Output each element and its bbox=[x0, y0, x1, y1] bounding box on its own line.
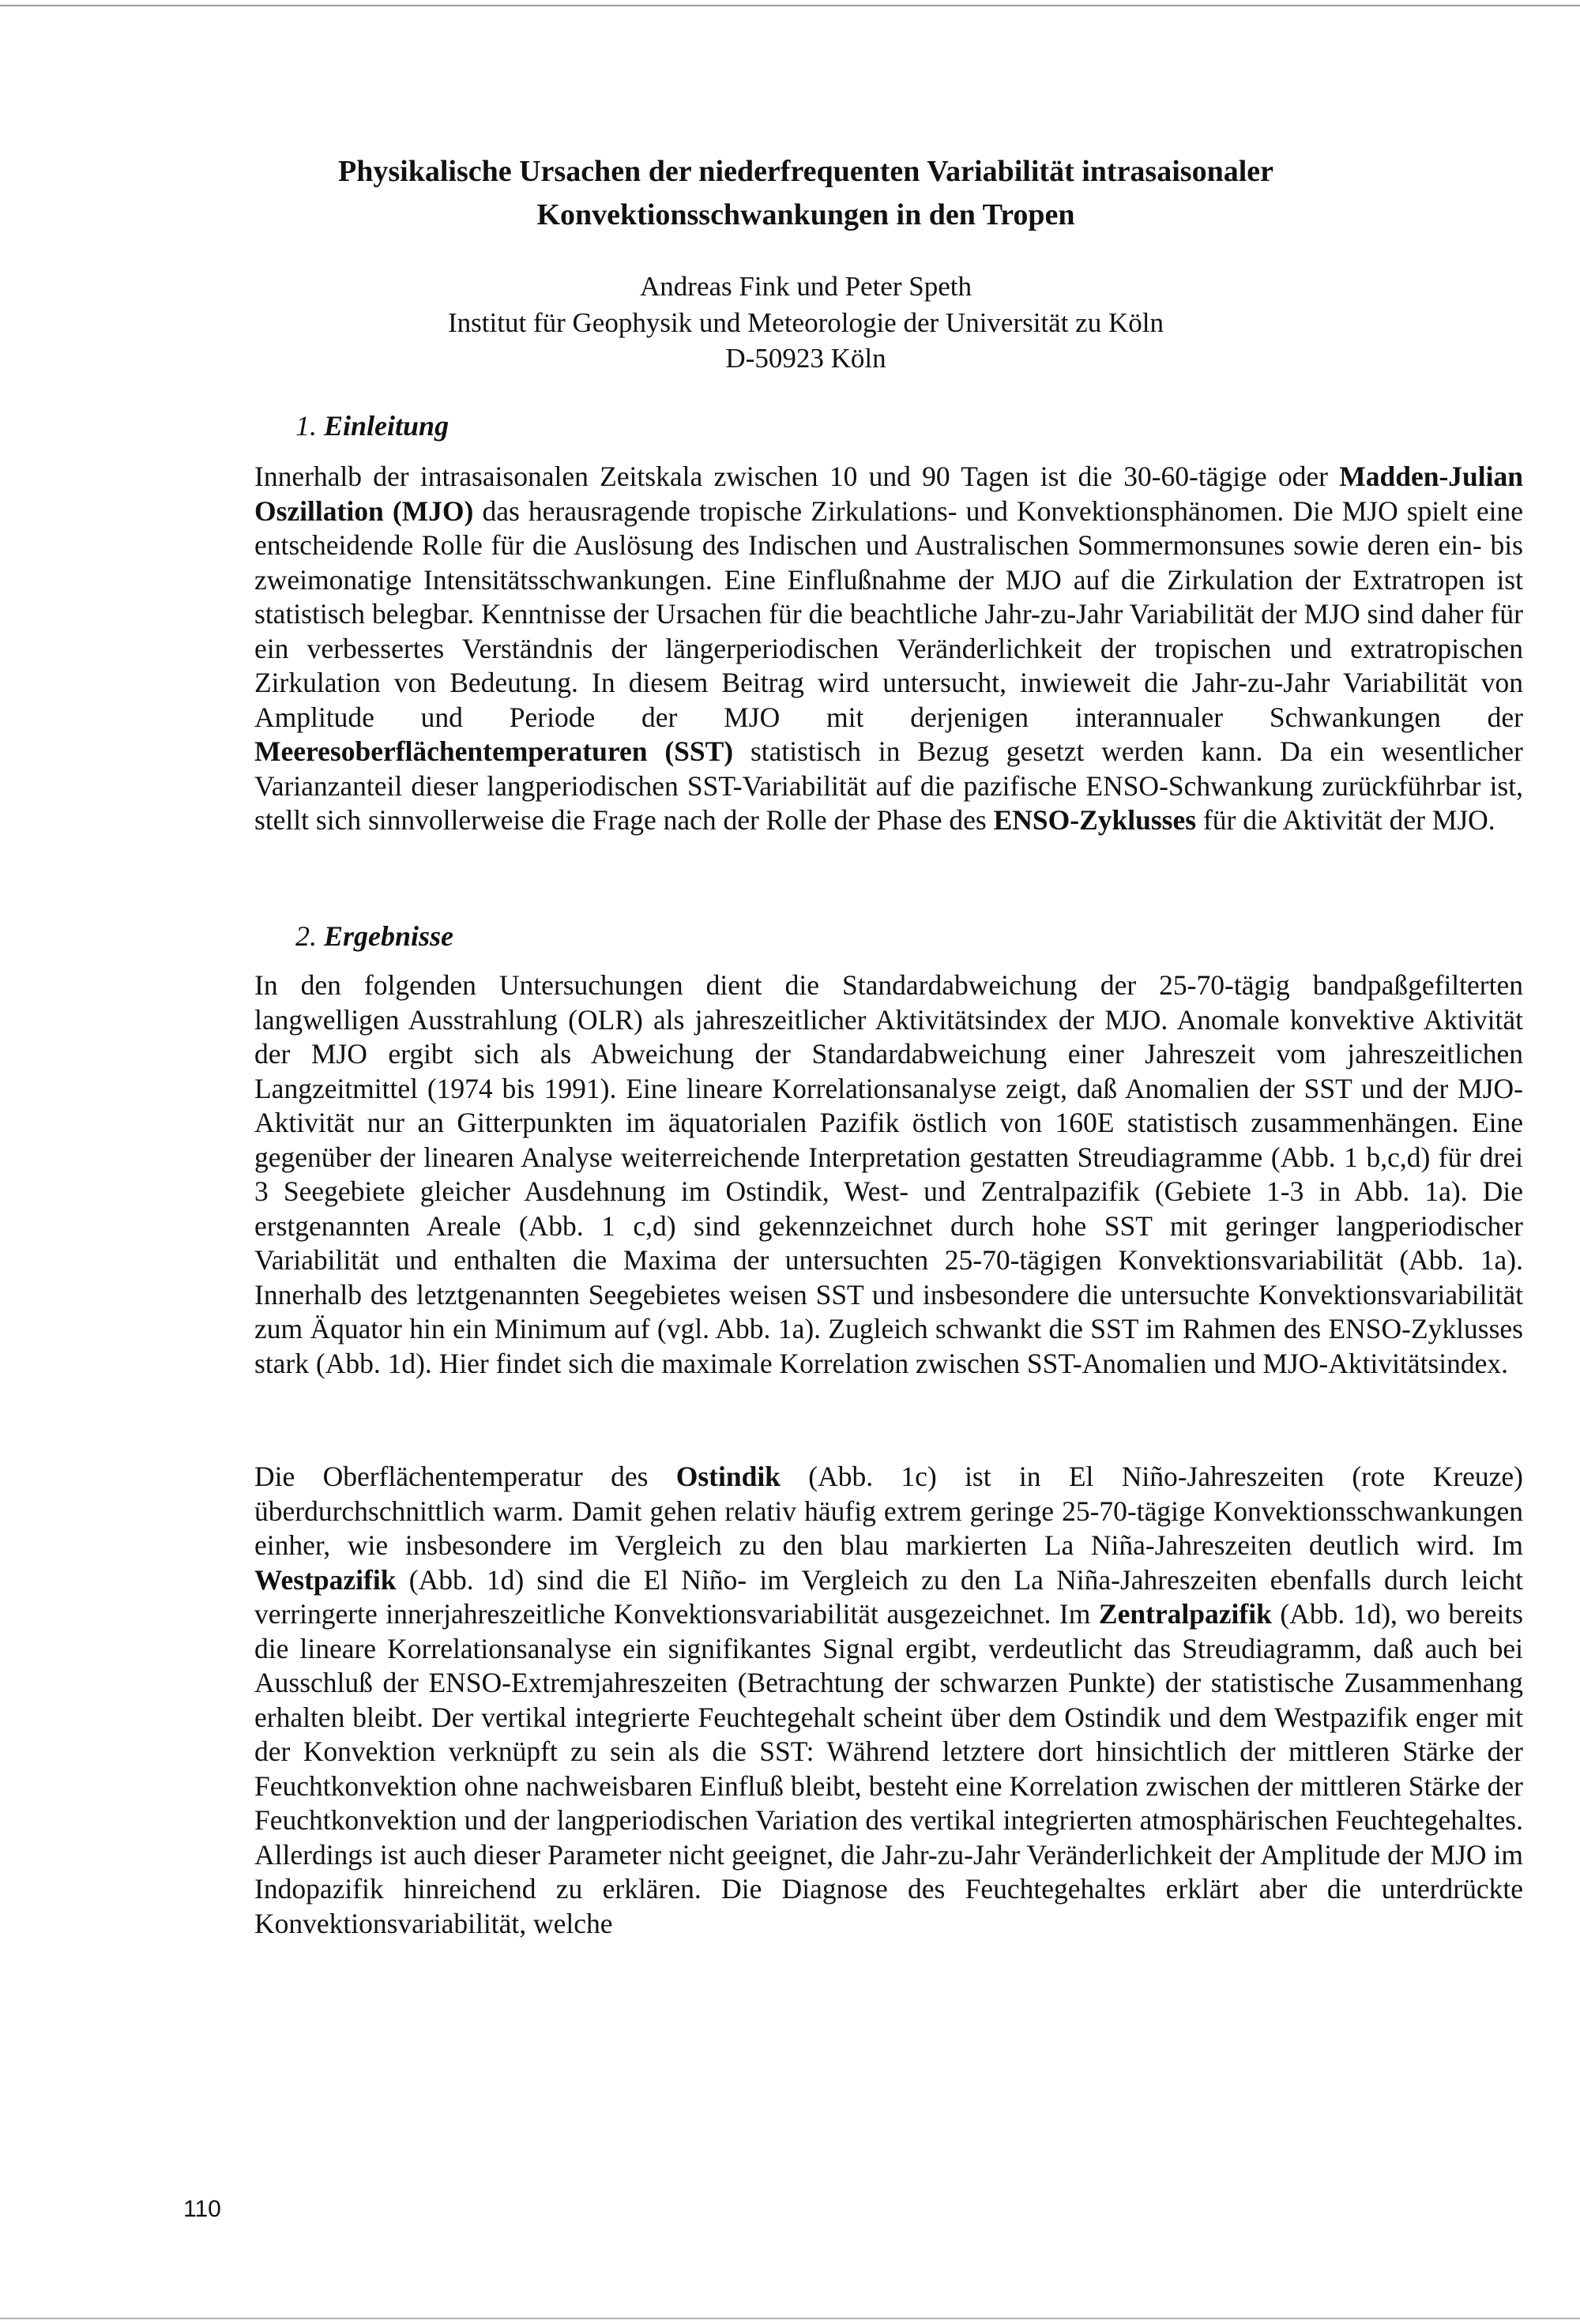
bold-term-sst: Meeresoberflächentemperaturen (SST) bbox=[254, 735, 734, 767]
paragraph-ergebnisse-2 bbox=[254, 1460, 1523, 1941]
section-heading-ergebnisse bbox=[295, 919, 453, 953]
text-run: statistisch in Bezug gesetzt werden kann. Da ein wesentlicher Varianzanteil dieser langperiodischen SST-Variabilität auf die pazifische ENSO-Schwankung zurückführbar ist, stellt sich sinnvollerweise die Frage nach der Rolle der Phase des bbox=[254, 735, 1523, 836]
text-run: (Abb. 1d) sind die El Niño- im Vergleich zu den La Niña-Jahreszeiten ebenfalls durch leicht verringerte innerjahreszeitliche Konvektionsvariabilität ausgezeichnet. Im bbox=[254, 1563, 1523, 1630]
page-number: 110 bbox=[183, 2196, 221, 2222]
text-run: Innerhalb der intrasaisonalen Zeitskala zwischen 10 und 90 Tagen ist die 30-60-tägige oder bbox=[254, 461, 1340, 492]
text-run: Die Oberflächentemperatur des bbox=[254, 1461, 676, 1492]
paragraph-ergebnisse-1: In den folgenden Untersuchungen dient die Standardabweichung der 25-70-tägig bandpaßgefilterten langwelligen Ausstrahlung (OLR) als jahreszeitlicher Aktivitätsindex der MJO. Anomale konvektive Aktivität der MJO ergibt sich als Abweichung der Standardabweichung einer Jahreszeit vom jahreszeitlichen Langzeitmittel (1974 bis 1991). Eine lineare Korrelationsanalyse zeigt, daß Anomalien der SST und der MJO-Aktivität nur an Gitterpunkten im äquatorialen Pazifik östlich von 160E statistisch zusammenhängen. Eine gegenüber der linearen Analyse weiterreichende Interpretation gestatten Streudiagramme (Abb. 1 b,c,d) für drei 3 Seegebiete gleicher Ausdehnung im Ostindik, West- und Zentralpazifik (Gebiete 1-3 in Abb. 1a). Die erstgenannten Areale (Abb. 1 c,d) sind gekennzeichnet durch hohe SST mit geringer langperiodischer Variabilität und enthalten die Maxima der untersuchten 25-70-tägigen Konvektionsvariabilität (Abb. 1a). Innerhalb des letztgenannten Seegebietes weisen SST und insbesondere die untersuchte Konvektionsvariabilität zum Äquator hin ein Minimum auf (vgl. Abb. 1a). Zugleich schwankt die SST im Rahmen des ENSO-Zyklusses stark (Abb. 1d). Hier findet sich die maximale Korrelation zwischen SST-Anomalien und MJO-Aktivitätsindex. bbox=[254, 969, 1523, 1379]
paper-title bbox=[237, 150, 1375, 237]
bold-term-ostindik: Ostindik bbox=[675, 1461, 781, 1492]
bold-term-westpazifik: Westpazifik bbox=[254, 1563, 397, 1596]
text-run: (Abb. 1d), wo bereits die lineare Korrelationsanalyse ein signifikantes Signal ergibt, verdeutlicht das Streudiagramm, daß auch bei Ausschluß der ENSO-Extremjahreszeiten (Betrachtung der schwarzen Punkte) der statistische Zusammenhang erhalten bleibt. Der vertikal integrierte Feuchtegehalt scheint über dem Ostindik und dem Westpazifik enger mit der Konvektion verknüpft zu sein als die SST: Während letztere dort hinsichtlich der mittleren Stärke der Feuchtkonvektion ohne nachweisbaren Einfluß bleibt, besteht eine Korrelation zwischen der mittleren Stärke der Feuchtkonvektion und der langperiodischen Variation des vertikal integrierten atmosphärischen Feuchtegehaltes. Allerdings ist auch dieser Parameter nicht geeignet, die Jahr-zu-Jahr Veränderlichkeit der Amplitude der MJO im Indopazifik hinreichend zu erklären. Die Diagnose des Feuchtegehaltes erklärt aber die unterdrückte Konvektionsvariabilität, welche bbox=[254, 1598, 1523, 1939]
title-line-2: Konvektionsschwankungen in den Tropen bbox=[536, 198, 1075, 232]
author-names: Andreas Fink und Peter Speth bbox=[640, 271, 972, 302]
text-run: das herausragende tropische Zirkulations- und Konvektionsphänomen. Die MJO spielt eine entscheidende Rolle für die Auslösung des Indischen und Australischen Sommermonsunes sowie deren ein- bis zweimonatige Intensitätsschwankungen. Eine Einflußnahme der MJO auf die Zirkulation der Extratropen ist statistisch belegbar. Kenntnisse der Ursachen für die beachtliche Jahr-zu-Jahr Variabilität der MJO sind daher für ein verbessertes Verständnis der längerperiodischen Veränderlichkeit der tropischen und extratropischen Zirkulation von Bedeutung. In diesem Beitrag wird untersucht, inwieweit die Jahr-zu-Jahr Variabilität von Amplitude und Periode der MJO mit derjenigen interannualer Schwankungen der bbox=[254, 495, 1523, 733]
scan-edge-top bbox=[0, 5, 1580, 6]
paragraph-einleitung bbox=[254, 460, 1523, 838]
bold-term-mjo: Madden-Julian Oszillation (MJO) bbox=[254, 461, 1523, 527]
bold-term-enso: ENSO-Zyklusses bbox=[993, 804, 1197, 836]
author-block bbox=[237, 269, 1375, 377]
section-number: 1. bbox=[295, 410, 317, 442]
scan-edge-bottom bbox=[0, 2318, 1580, 2319]
title-line-1: Physikalische Ursachen der niederfrequenten Variabilität intrasaisonaler bbox=[338, 155, 1273, 188]
section-title: Einleitung bbox=[324, 410, 450, 442]
section-number: 2. bbox=[295, 920, 317, 952]
section-heading-einleitung bbox=[295, 409, 449, 442]
text-run: für die Aktivität der MJO. bbox=[1196, 804, 1495, 836]
bold-term-zentralpazifik: Zentralpazifik bbox=[1098, 1598, 1272, 1630]
section-title: Ergebnisse bbox=[324, 920, 454, 952]
text-run: (Abb. 1c) ist in El Niño-Jahreszeiten (rote Kreuze) überdurchschnittlich warm. Damit gehen relativ häufig extrem geringe 25-70-tägige Konvektionsschwankungen einher, wie insbesondere im Vergleich zu den blau markierten La Niña-Jahreszeiten deutlich wird. Im bbox=[254, 1461, 1523, 1561]
author-institute: Institut für Geophysik und Meteorologie der Universität zu Köln bbox=[448, 306, 1164, 338]
author-address: D-50923 Köln bbox=[725, 343, 886, 374]
